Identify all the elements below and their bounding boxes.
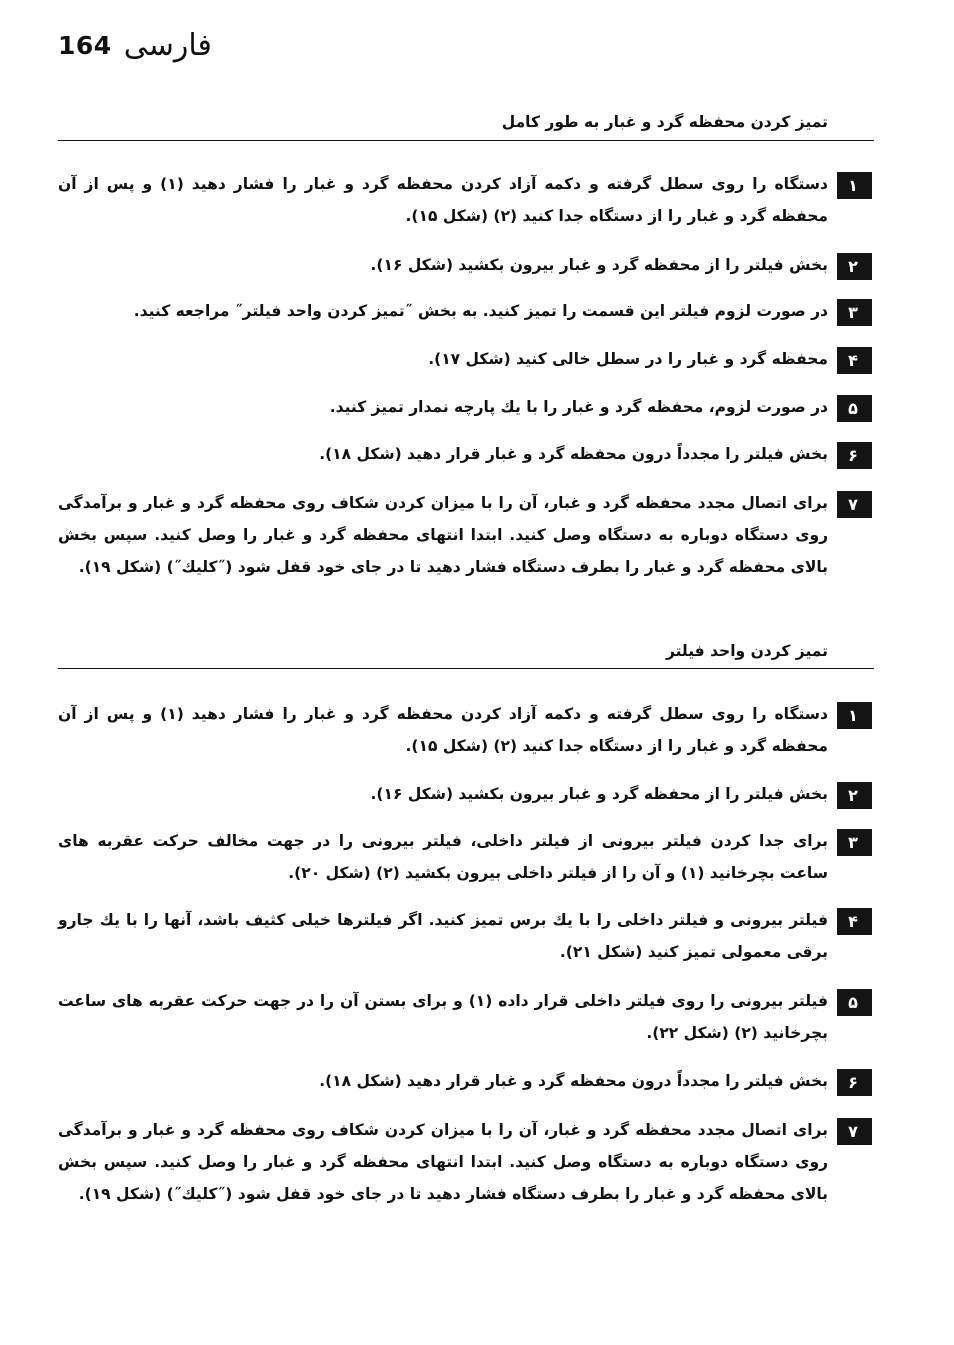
step-number-badge: ۶ [834,442,872,469]
step-number-badge: ۵ [834,989,872,1016]
step-item [58,298,872,327]
page-language-label: فارسی [123,28,212,63]
step-item [58,701,872,762]
step-number-badge: ۴ [834,347,872,374]
section-title-filter-unit: تمیز کردن واحد فیلتر [665,642,828,660]
step-item [58,1117,872,1210]
step-item [58,1068,872,1097]
step-number-badge: ۲ [834,253,872,280]
step-text: بخش فیلتر را از محفظه گرد و غبار بیرون بکشید (شکل ۱۶). [370,785,828,803]
step-number-badge: ۷ [834,491,872,518]
step-number-badge: ۵ [834,395,872,422]
page-number: 164 [58,31,112,60]
step-text: بخش فیلتر را مجدداً درون محفظه گرد و غبار قرار دهید (شکل ۱۸). [319,1072,828,1090]
step-number-badge: ۶ [834,1069,872,1096]
step-item [58,490,872,583]
section-divider [58,140,874,141]
step-text: فیلتر بیرونی را روی فیلتر داخلی قرار داده (۱) و برای بستن آن را در جهت حرکت عقربه های ساعت بچرخانید (۲) (شکل ۲۲). [58,992,828,1042]
step-text: بخش فیلتر را مجدداً درون محفظه گرد و غبار قرار دهید (شکل ۱۸). [319,445,828,463]
step-item [58,346,872,375]
page-header [58,28,212,63]
step-number-badge: ۲ [834,782,872,809]
step-number-badge: ۱ [834,702,872,729]
step-text: برای اتصال مجدد محفظه گرد و غبار، آن را با میزان کردن شکاف روی محفظه گرد و غبار و برآمدگی روی دستگاه دوباره به دستگاه وصل کنید. ابتدا انتهای محفظه گرد و غبار را وصل کنید. سپس بخش بالای محفظه گرد و غبار را بطرف دستگاه فشار دهید تا در جای خود قفل شود (˝کلیك˝) (شکل ۱۹). [58,494,828,576]
step-number-badge: ۳ [834,299,872,326]
step-item [58,252,872,281]
step-number-badge: ۴ [834,908,872,935]
step-item [58,988,872,1049]
step-item [58,907,872,968]
step-item [58,394,872,423]
step-text: دستگاه را روی سطل گرفته و دکمه آزاد کردن محفظه گرد و غبار را فشار دهید (۱) و پس از آن محفظه گرد و غبار را از دستگاه جدا کنید (۲) (شکل ۱۵). [58,705,829,755]
section-divider [58,668,874,669]
step-text: در صورت لزوم، محفظه گرد و غبار را با یك پارچه نمدار تمیز کنید. [329,398,828,416]
step-item [58,781,872,810]
step-text: در صورت لزوم فیلتر این قسمت را تمیز کنید. به بخش ˝تمیز کردن واحد فیلتر˝ مراجعه کنید. [133,302,828,320]
step-number-badge: ۳ [834,829,872,856]
step-item [58,171,872,232]
step-text: محفظه گرد و غبار را در سطل خالی کنید (شکل ۱۷). [428,350,828,368]
step-number-badge: ۷ [834,1118,872,1145]
step-item [58,828,872,889]
step-number-badge: ۱ [834,172,872,199]
step-item [58,441,872,470]
step-text: فیلتر بیرونی و فیلتر داخلی را با یك برس تمیز کنید. اگر فیلترها خیلی کثیف باشد، آنها را با یك جارو برقی معمولی تمیز کنید (شکل ۲۱). [58,911,828,961]
step-text: برای اتصال مجدد محفظه گرد و غبار، آن را با میزان کردن شکاف روی محفظه گرد و غبار و برآمدگی روی دستگاه دوباره به دستگاه وصل کنید. ابتدا انتهای محفظه گرد و غبار را وصل کنید. سپس بخش بالای محفظه گرد و غبار را بطرف دستگاه فشار دهید تا در جای خود قفل شود (˝کلیك˝) (شکل ۱۹). [58,1121,828,1203]
section-title-dust-container: تمیز کردن محفظه گرد و غبار به طور کامل [501,113,828,131]
step-text: بخش فیلتر را از محفظه گرد و غبار بیرون بکشید (شکل ۱۶). [370,256,828,274]
step-text: دستگاه را روی سطل گرفته و دکمه آزاد کردن محفظه گرد و غبار را فشار دهید (۱) و پس از آن محفظه گرد و غبار را از دستگاه جدا کنید (۲) (شکل ۱۵). [58,175,829,225]
step-text: برای جدا کردن فیلتر بیرونی از فیلتر داخلی، فیلتر بیرونی را در جهت مخالف حرکت عقربه های ساعت بچرخانید (۱) و آن را از فیلتر داخلی بیرون بکشید (۲) (شکل ۲۰). [58,832,828,882]
